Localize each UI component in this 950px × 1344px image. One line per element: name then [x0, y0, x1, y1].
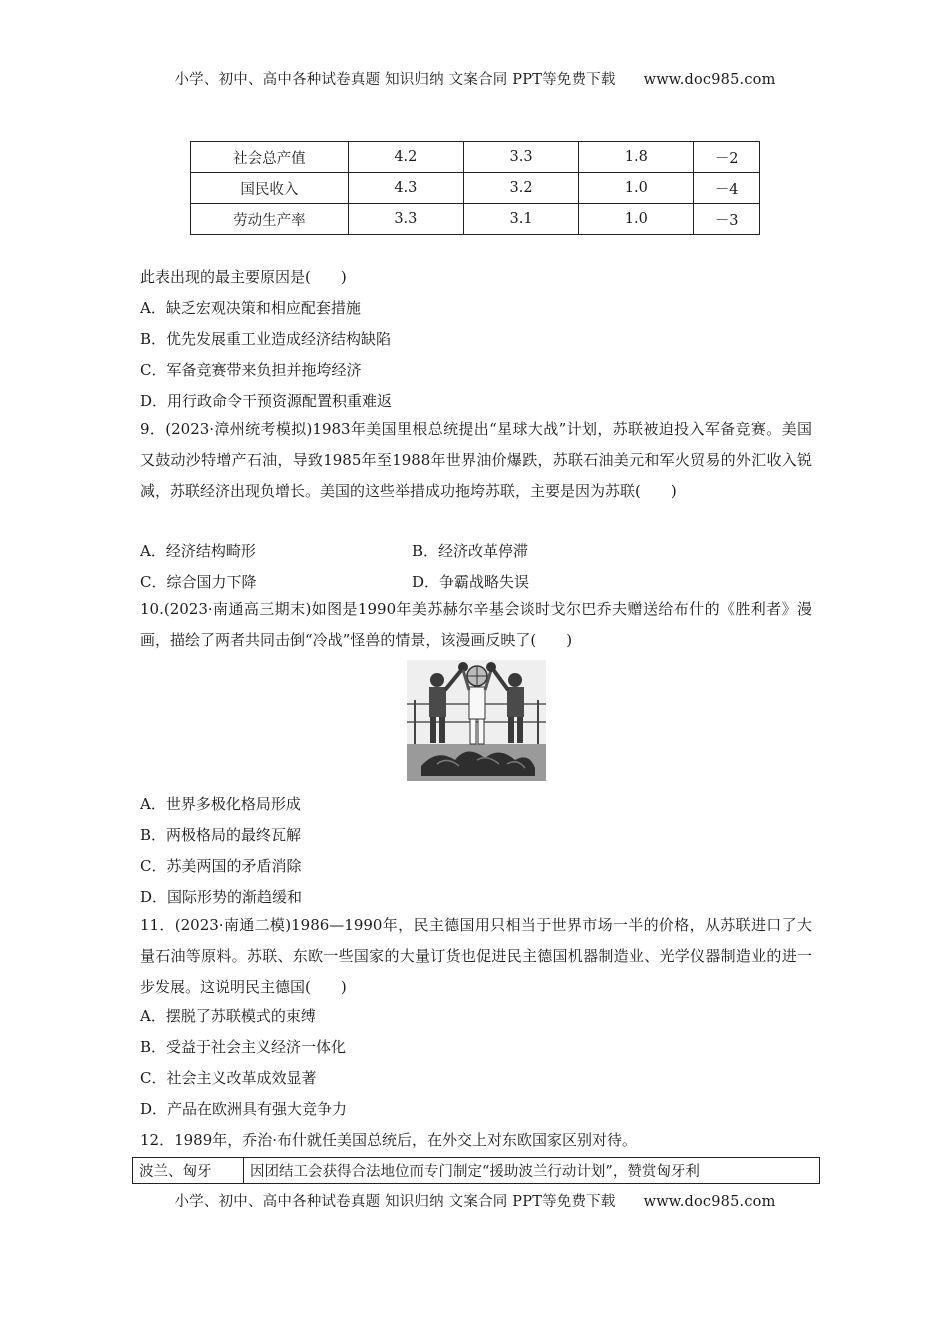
q11-stem: 11．(2023·南通二模)1986—1990年，民主德国用只相当于世界市场一半的价格，从苏联进口了大量石油等原料。苏联、东欧一些国家的大量订货也促进民主德国机器制造业、光学仪器制造业的进一步发展。这说明民主德国( )	[140, 916, 812, 996]
table-cell: 4.2	[348, 142, 463, 173]
table-row	[191, 173, 760, 204]
q12-table	[132, 1157, 820, 1184]
q8-stem: 此表出现的最主要原因是( )	[140, 268, 347, 286]
q11-option-c: C．社会主义改革成效显著	[140, 1069, 317, 1087]
table-cell: 劳动生产率	[191, 204, 349, 235]
table-cell: 因团结工会获得合法地位而专门制定“援助波兰行动计划”，赞赏匈牙利	[244, 1158, 820, 1184]
header-site[interactable]: www.doc985.com	[643, 72, 776, 88]
page-header	[0, 68, 950, 89]
footer-site[interactable]: www.doc985.com	[643, 1194, 776, 1210]
table-row	[191, 142, 760, 173]
table-cell: 3.2	[463, 173, 578, 204]
q8-option-d: D．用行政命令干预资源配置积重难返	[140, 392, 393, 410]
table-cell: －2	[694, 142, 760, 173]
footer-text: 小学、初中、高中各种试卷真题 知识归纳 文案合同 PPT等免费下载	[174, 1194, 616, 1210]
table-cell: 波兰、匈牙	[133, 1158, 244, 1184]
table-cell: 1.0	[579, 204, 694, 235]
q11-option-b: B．受益于社会主义经济一体化	[140, 1038, 347, 1056]
table-row	[191, 204, 760, 235]
table-cell: 3.3	[348, 204, 463, 235]
q11-option-a: A．摆脱了苏联模式的束缚	[140, 1007, 316, 1025]
q12-stem: 12．1989年，乔治·布什就任美国总统后，在外交上对东欧国家区别对待。	[140, 1131, 638, 1149]
header-text: 小学、初中、高中各种试卷真题 知识归纳 文案合同 PPT等免费下载	[174, 72, 616, 88]
q9-option-c: C．综合国力下降	[140, 573, 257, 591]
q8-option-a: A．缺乏宏观决策和相应配套措施	[140, 299, 361, 317]
q10-stem: 10.(2023·南通高三期末)如图是1990年美苏赫尔辛基会谈时戈尔巴乔夫赠送给布什的《胜利者》漫画，描绘了两者共同击倒“冷战”怪兽的情景，该漫画反映了( )	[140, 600, 812, 649]
q10-option-d: D．国际形势的渐趋缓和	[140, 888, 303, 906]
table-cell: 国民收入	[191, 173, 349, 204]
q10-option-c: C．苏美两国的矛盾消除	[140, 857, 302, 875]
table-cell: 3.1	[463, 204, 578, 235]
table-row	[133, 1158, 820, 1184]
table-cell: －4	[694, 173, 760, 204]
page-footer	[0, 1190, 950, 1211]
table-cell: 1.8	[579, 142, 694, 173]
q9-option-b: B．经济改革停滞	[412, 542, 529, 560]
q10-option-a: A．世界多极化格局形成	[140, 795, 301, 813]
table-cell: －3	[694, 204, 760, 235]
table-cell: 4.3	[348, 173, 463, 204]
table-cell: 3.3	[463, 142, 578, 173]
q11-option-d: D．产品在欧洲具有强大竞争力	[140, 1100, 348, 1118]
statistics-table	[190, 141, 760, 235]
q9-stem: 9．(2023·漳州统考模拟)1983年美国里根总统提出“星球大战”计划，苏联被迫投入军备竞赛。美国又鼓动沙特增产石油，导致1985年至1988年世界油价爆跌，苏联石油美元和军火贸易的外汇收入锐减，苏联经济出现负增长。美国的这些举措成功拖垮苏联，主要是因为苏联( )	[140, 420, 812, 500]
q10-option-b: B．两极格局的最终瓦解	[140, 826, 302, 844]
q9-option-a: A．经济结构畸形	[140, 542, 256, 560]
q8-option-b: B．优先发展重工业造成经济结构缺陷	[140, 330, 392, 348]
table-cell: 社会总产值	[191, 142, 349, 173]
table-cell: 1.0	[579, 173, 694, 204]
q9-option-d: D．争霸战略失误	[412, 573, 530, 591]
q8-option-c: C．军备竞赛带来负担并拖垮经济	[140, 361, 362, 379]
victors-cartoon-image	[407, 660, 546, 781]
